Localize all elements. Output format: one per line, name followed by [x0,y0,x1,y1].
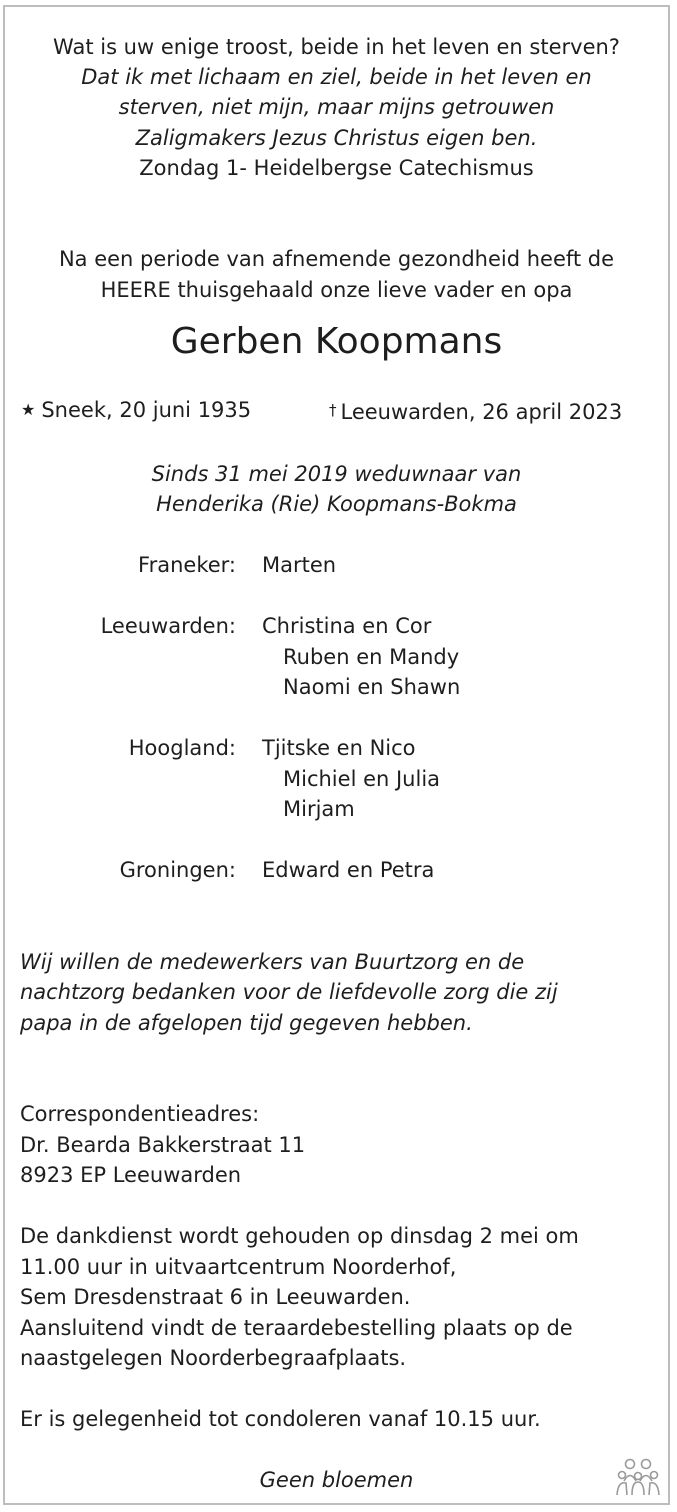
family-place: Groningen: [119,858,236,882]
birth-info [21,395,251,425]
birth-text: Sneek, 20 juni 1935 [41,398,252,422]
intro-line: Na een periode van afnemende gezondheid heeft de [58,247,615,271]
family-member: Edward en Petra [262,858,435,882]
thanks-line: nachtzorg bedanken voor de liefdevolle zorg die zij [20,980,558,1004]
family-member: Mirjam [283,797,355,821]
cross-icon: † [329,401,337,419]
service-line: Aansluitend vindt de teraardebestelling plaats op de [20,1316,573,1340]
family-member: Christina en Cor [262,614,432,638]
family-member: Marten [262,553,337,577]
people-group-icon [616,1455,660,1497]
no-flowers-note: Geen bloemen [259,1468,414,1492]
thanks-line: Wij willen de medewerkers van Buurtzorg en de [20,950,525,974]
address-line: Correspondentieadres: [20,1102,260,1126]
address-line: Dr. Bearda Bakkerstraat 11 [20,1133,306,1157]
widower-line: Sinds 31 mei 2019 weduwnaar van [151,462,522,486]
service-line: Sem Dresdenstraat 6 in Leeuwarden. [20,1285,411,1309]
quote-answer-line: sterven, niet mijn, maar mijns getrouwen [118,95,555,119]
family-member: Tjitske en Nico [262,736,416,760]
service-line: De dankdienst wordt gehouden op dinsdag 2 mei om [20,1224,579,1248]
address-line: 8923 EP Leeuwarden [20,1163,242,1187]
obituary-card [3,5,670,1505]
family-member: Ruben en Mandy [283,645,460,669]
thanks-line: papa in de afgelopen tijd gegeven hebben. [20,1011,473,1035]
widower-line: Henderika (Rie) Koopmans-Bokma [156,492,517,516]
family-place: Hoogland: [128,736,236,760]
quote-source: Zondag 1- Heidelbergse Catechismus [139,156,534,180]
death-info [329,395,622,427]
condolence-line: Er is gelegenheid tot condoleren vanaf 10.15 uur. [20,1407,541,1431]
family-place: Leeuwarden: [100,614,236,638]
deceased-name: Gerben Koopmans [170,321,503,362]
family-member: Michiel en Julia [283,767,441,791]
quote-question: Wat is uw enige troost, beide in het leven en sterven? [53,35,620,59]
quote-answer-line: Zaligmakers Jezus Christus eigen ben. [135,126,538,150]
death-text: Leeuwarden, 26 april 2023 [340,400,623,424]
service-line: naastgelegen Noorderbegraafplaats. [20,1346,407,1370]
family-member: Naomi en Shawn [283,675,461,699]
quote-answer-line: Dat ik met lichaam en ziel, beide in het leven en [81,65,592,89]
family-place: Franeker: [138,553,236,577]
intro-line: HEERE thuisgehaald onze lieve vader en opa [100,278,573,302]
star-icon: ★ [21,400,36,419]
service-line: 11.00 uur in uitvaartcentrum Noorderhof, [20,1255,457,1279]
